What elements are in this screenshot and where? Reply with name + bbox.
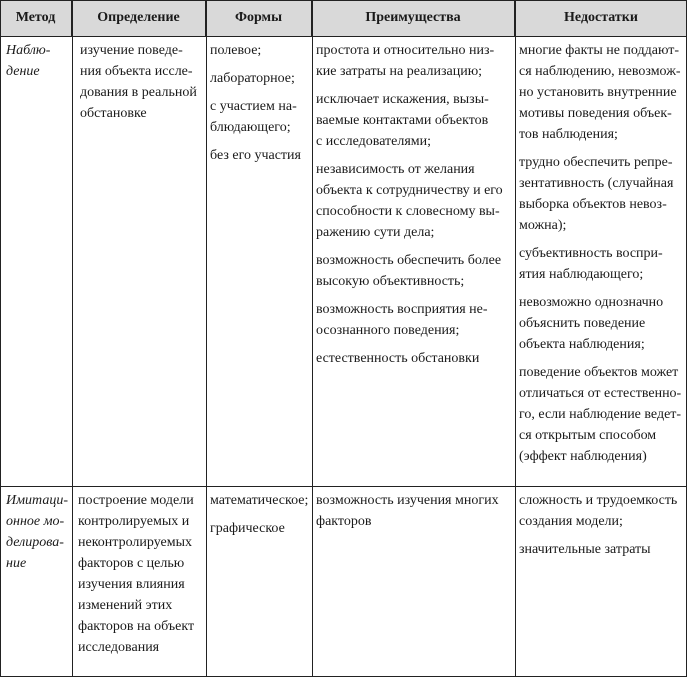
list-item (210, 518, 308, 539)
text-line: возможность восприятия не- (316, 302, 488, 317)
row1-advantages (316, 40, 503, 376)
list-item (210, 145, 301, 166)
text-line: простота и относительно низ- (316, 43, 495, 58)
text-line: дение (6, 64, 40, 79)
header-forms: Формы (206, 0, 312, 36)
list-item (316, 348, 503, 369)
text-line: выборка объектов невоз- (519, 197, 667, 212)
text-line: (эффект наблюдения) (519, 449, 647, 464)
text-line: исключает искажения, вызы- (316, 92, 489, 107)
text-line: отличаться от естественно- (519, 386, 682, 401)
text-line: Имитаци- (6, 493, 68, 508)
text-line: многие факты не поддают- (519, 43, 680, 58)
header-definition: Определение (72, 0, 206, 36)
text-line: Наблю- (6, 43, 51, 58)
list-item (316, 250, 503, 292)
text-line: построение модели (78, 493, 194, 508)
list-item (210, 40, 301, 61)
text-line: контролируемых и (78, 514, 190, 529)
grid-line (206, 0, 207, 677)
text-line: факторов на объект (78, 619, 195, 634)
text-line: обстановке (80, 106, 147, 121)
row1-disadvantages (519, 40, 681, 474)
text-line: ражению сути дела; (316, 225, 435, 240)
list-item (316, 40, 503, 82)
text-line: высокую объективность; (316, 274, 465, 289)
text-line: можна); (519, 218, 567, 233)
grid-line (72, 0, 73, 677)
text-line: изменений этих (78, 598, 173, 613)
text-line: онное мо- (6, 514, 65, 529)
grid-line (0, 36, 687, 37)
text-line: мотивы поведения объек- (519, 106, 672, 121)
header-advantages: Преимущества (312, 0, 515, 36)
text-line: факторов с целью (78, 556, 185, 571)
text-line: математическое; (210, 493, 309, 508)
text-line: изучения влияния (78, 577, 185, 592)
text-line: ваемые контактами объектов (316, 113, 489, 128)
text-line: независимость от желания (316, 162, 475, 177)
list-item (519, 243, 681, 285)
text-line: значительные затраты (519, 542, 651, 557)
text-line: объекта к сотрудничеству и его (316, 183, 503, 198)
text-line: возможность обеспечить более (316, 253, 502, 268)
list-item (316, 159, 503, 243)
text-line: способности к словесному вы- (316, 204, 500, 219)
row2-method (6, 490, 68, 574)
text-line: блюдающего; (210, 120, 291, 135)
text-line: создания модели; (519, 514, 623, 529)
list-item (210, 96, 301, 138)
header-method: Метод (0, 0, 72, 36)
list-item (316, 299, 503, 341)
grid-line (0, 486, 687, 487)
text-line: зентативность (случайная (519, 176, 674, 191)
row2-definition (78, 490, 194, 658)
header-disadvantages: Недостатки (515, 0, 687, 36)
text-line: лабораторное; (210, 71, 295, 86)
text-line: изучение поведе- (80, 43, 183, 58)
text-line: объяснить поведение (519, 316, 646, 331)
text-line: кие затраты на реализацию; (316, 64, 483, 79)
text-line: ся наблюдению, невозмож- (519, 64, 681, 79)
text-line: факторов (316, 514, 372, 529)
text-line: дования в реальной (80, 85, 197, 100)
list-item (210, 490, 308, 511)
grid-line (0, 0, 687, 1)
text-line: исследования (78, 640, 160, 655)
text-line: ние (6, 556, 27, 571)
text-line: го, если наблюдение ведет- (519, 407, 682, 422)
text-line: ния объекта иссле- (80, 64, 193, 79)
text-line: делирова- (6, 535, 64, 550)
list-item (519, 539, 677, 560)
row1-method (6, 40, 50, 82)
text-line: тов наблюдения; (519, 127, 618, 142)
text-line: сложность и трудоемкость (519, 493, 678, 508)
text-line: но установить внутренние (519, 85, 677, 100)
text-line: трудно обеспечить репре- (519, 155, 673, 170)
text-line: невозможно однозначно (519, 295, 664, 310)
list-item (519, 152, 681, 236)
list-item (210, 68, 301, 89)
grid-line (0, 0, 1, 677)
text-line: без его участия (210, 148, 301, 163)
list-item (519, 40, 681, 145)
grid-line (312, 0, 313, 677)
list-item (316, 89, 503, 152)
row2-forms (210, 490, 308, 546)
row1-definition (80, 40, 197, 124)
grid-line (515, 0, 516, 677)
text-line: субъективность воспри- (519, 246, 663, 261)
text-line: графическое (210, 521, 285, 536)
text-line: возможность изучения многих (316, 493, 499, 508)
row2-advantages (316, 490, 499, 539)
list-item (519, 292, 681, 355)
text-line: осознанного поведения; (316, 323, 460, 338)
row2-disadvantages (519, 490, 677, 567)
list-item (316, 490, 499, 532)
text-line: с исследователями; (316, 134, 432, 149)
text-line: ся открытым способом (519, 428, 657, 443)
text-line: естественность обстановки (316, 351, 480, 366)
text-line: с участием на- (210, 99, 297, 114)
list-item (519, 490, 677, 532)
row1-forms (210, 40, 301, 173)
text-line: неконтролируемых (78, 535, 192, 550)
list-item (519, 362, 681, 467)
text-line: поведение объектов может (519, 365, 679, 380)
text-line: полевое; (210, 43, 262, 58)
text-line: объекта наблюдения; (519, 337, 645, 352)
text-line: ятия наблюдающего; (519, 267, 644, 282)
